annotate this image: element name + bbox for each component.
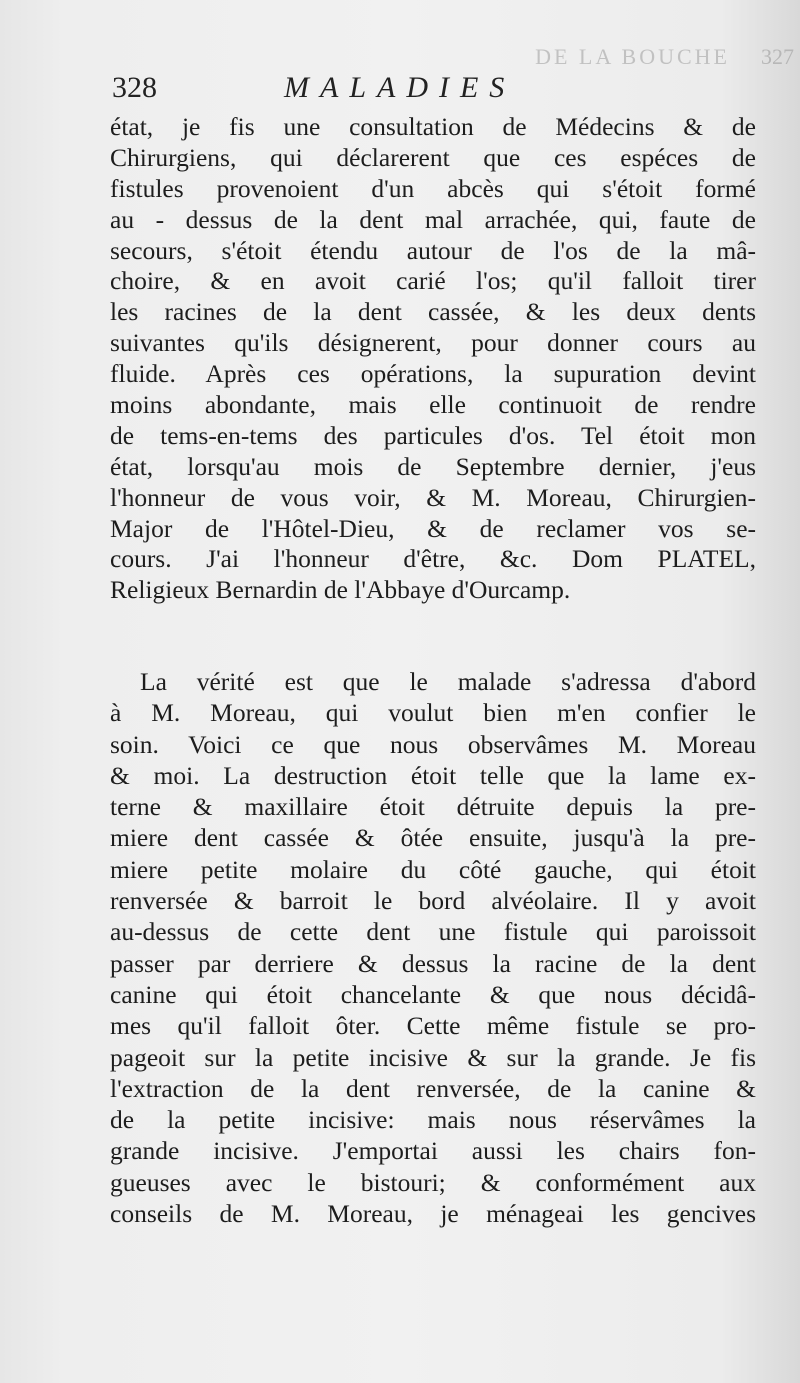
- running-head: MALADIES: [284, 71, 516, 104]
- paragraph-letter-end: [110, 112, 756, 606]
- text-line: fistules provenoient d'un abcès qui s'étoit formé: [110, 173, 756, 203]
- text-line: Major de l'Hôtel-Dieu, & de reclamer vos se-: [110, 513, 756, 543]
- text-line: passer par derriere & dessus la racine de la dent: [110, 948, 756, 978]
- page-header: [112, 70, 752, 110]
- text-line: état, je fis une consultation de Médecins & de: [110, 112, 756, 141]
- text-line: fluide. Après ces opérations, la supuration devint: [110, 359, 756, 389]
- text-line: de la petite incisive: mais nous réservâmes la: [110, 1105, 756, 1135]
- text-line: soin. Voici ce que nous observâmes M. Moreau: [110, 729, 756, 759]
- text-line: miere petite molaire du côté gauche, qui étoit: [110, 854, 756, 884]
- text-line: mes qu'il falloit ôter. Cette même fistule se pro-: [110, 1011, 756, 1041]
- text-line: grande incisive. J'emportai aussi les chairs fon-: [110, 1136, 756, 1166]
- text-line: conseils de M. Moreau, je ménageai les gencives: [110, 1199, 756, 1229]
- bleed-through-running-head: DE LA BOUCHE: [535, 44, 730, 69]
- text-line: moins abondante, mais elle continuoit de rendre: [110, 390, 756, 420]
- text-line: Chirurgiens, qui déclarerent que ces espéces de: [110, 142, 756, 172]
- text-line: suivantes qu'ils désignerent, pour donner cours au: [110, 328, 756, 358]
- text-line: l'honneur de vous voir, & M. Moreau, Chirurgien-: [110, 482, 756, 512]
- text-line: au - dessus de la dent mal arrachée, qui, faute de: [110, 204, 756, 234]
- text-line: gueuses avec le bistouri; & conformément aux: [110, 1167, 756, 1197]
- text-line: miere dent cassée & ôtée ensuite, jusqu'à la pre-: [110, 823, 756, 853]
- text-line: au-dessus de cette dent une fistule qui paroissoit: [110, 917, 756, 947]
- text-line: renversée & barroit le bord alvéolaire. Il y avoit: [110, 886, 756, 916]
- text-line: de tems-en-tems des particules d'os. Tel étoit mon: [110, 420, 756, 450]
- paragraph-case-report: [110, 666, 756, 1229]
- text-line: pageoit sur la petite incisive & sur la grande. Je fis: [110, 1042, 756, 1072]
- text-line: choire, & en avoit carié l'os; qu'il falloit tirer: [110, 266, 756, 296]
- text-line: les racines de la dent cassée, & les deux dents: [110, 297, 756, 327]
- text-line: La vérité est que le malade s'adressa d'abord: [140, 667, 756, 696]
- page-number: 328: [112, 71, 157, 104]
- bleed-through-page-number: 327: [761, 44, 794, 69]
- text-line: Religieux Bernardin de l'Abbaye d'Ourcamp.: [110, 575, 571, 605]
- text-line: état, lorsqu'au mois de Septembre dernier, j'eus: [110, 451, 756, 481]
- text-line: canine qui étoit chancelante & que nous décidâ-: [110, 979, 756, 1009]
- text-line: secours, s'étoit étendu autour de l'os de la mâ-: [110, 235, 756, 265]
- text-line: cours. J'ai l'honneur d'être, &c. Dom PLATEL,: [110, 544, 756, 574]
- text-line: l'extraction de la dent renversée, de la canine &: [110, 1073, 756, 1103]
- text-line: & moi. La destruction étoit telle que la lame ex-: [110, 760, 756, 790]
- text-line: terne & maxillaire étoit détruite depuis la pre-: [110, 792, 756, 822]
- text-line: à M. Moreau, qui voulut bien m'en confier le: [110, 698, 756, 728]
